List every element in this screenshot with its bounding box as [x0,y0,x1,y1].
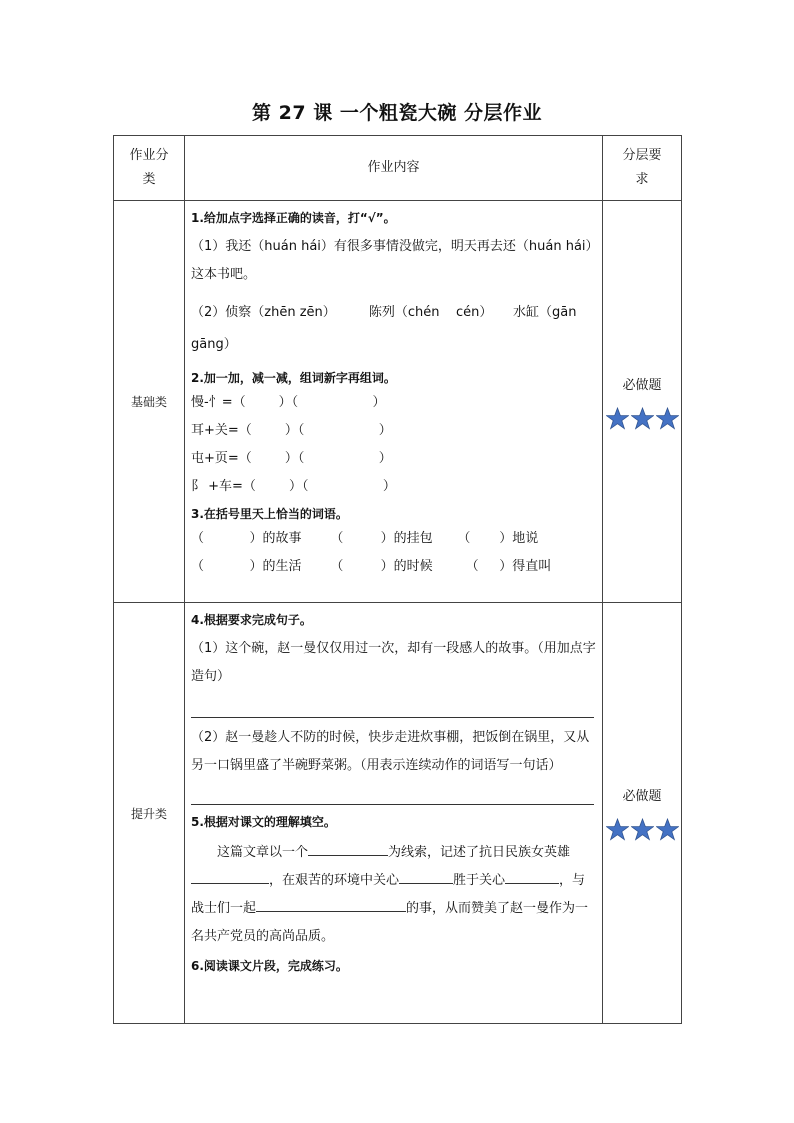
question-1-line-3: gāng） [191,337,237,352]
question-2-item: 慢-忄=（ ）（ ） [191,395,386,410]
header-category: 作业分类 [114,136,185,201]
question-4-part-1: （1）这个碗，赵一曼仅仅用过一次，却有一段感人的故事。（用加点字造句） [191,641,596,684]
requirement-advanced [603,603,682,1024]
question-2-item: 阝 +车=（ ）（ ） [191,479,396,494]
fill-blank[interactable] [399,867,453,884]
fill-blank[interactable] [191,867,269,884]
question-1-line-1: （1）我还（huán hái）有很多事情没做完，明天再去还（huán hái）这本书吧。 [191,239,593,282]
question-6-title: 6.阅读课文片段，完成练习。 [191,959,348,973]
header-requirement: 分层要求 [603,136,682,201]
question-1-title: 1.给加点字选择正确的读音，打“√”。 [191,211,396,225]
question-2-item: 耳+关=（ ）（ ） [191,423,392,438]
question-4-title: 4.根据要求完成句子。 [191,613,312,627]
question-5-title: 5.根据对课文的理解填空。 [191,815,336,829]
question-5-text [191,839,596,951]
star-rating-advanced [603,818,681,841]
content-advanced [185,603,603,1024]
question-2-title: 2.加一加，减一减，组词新字再组词。 [191,371,396,385]
answer-line[interactable] [191,695,594,718]
star-icon [606,818,629,841]
q5-segment: 的事，从而赞美了赵一曼作为一名共产党员的高尚品质。 [191,901,589,944]
category-basic: 基础类 [114,201,185,603]
page-title: 第 27 课 一个粗瓷大碗 分层作业 [252,102,542,124]
star-icon [606,407,629,430]
question-1-line-2: （2）侦察（zhēn zēn） 陈列（chén cén） 水缸（gān [191,305,577,320]
q5-segment: 为线索，记述了抗日民族女英雄 [388,845,571,860]
question-3-item: （ ）的生活 （ ）的时候 （ ）得直叫 [191,559,552,574]
q5-segment: 这篇文章以一个 [217,845,309,860]
table-row-basic [114,201,682,603]
category-advanced: 提升类 [114,603,185,1024]
star-rating-basic [603,407,681,430]
star-icon [656,407,679,430]
question-4-part-2: （2）赵一曼趁人不防的时候，快步走进炊事棚，把饭倒在锅里，又从另一口锅里盛了半碗野菜粥。（用表示连续动作的词语写一句话） [191,730,590,773]
header-content: 作业内容 [185,136,603,201]
fill-blank[interactable] [308,839,388,856]
q5-segment: ，在艰苦的环境中关心 [269,873,400,888]
table-row-advanced [114,603,682,1024]
requirement-basic-label: 必做题 [622,377,662,393]
answer-line[interactable] [191,782,594,805]
requirement-advanced-label: 必做题 [622,789,662,804]
question-2-item: 屯+页=（ ）（ ） [191,451,392,466]
star-icon [656,818,679,841]
q5-segment: ，与战士们一起 [191,873,586,916]
star-icon [631,407,654,430]
content-basic [185,201,603,603]
q5-segment: 胜于关心 [453,873,506,888]
fill-blank[interactable] [256,895,406,912]
question-3-item: （ ）的故事 （ ）的挂包 （ ）地说 [191,531,539,546]
requirement-basic [603,201,682,603]
question-3-title: 3.在括号里天上恰当的词语。 [191,507,348,521]
table-header-row [114,136,682,201]
homework-table [113,135,682,1024]
star-icon [631,818,654,841]
fill-blank[interactable] [505,867,559,884]
